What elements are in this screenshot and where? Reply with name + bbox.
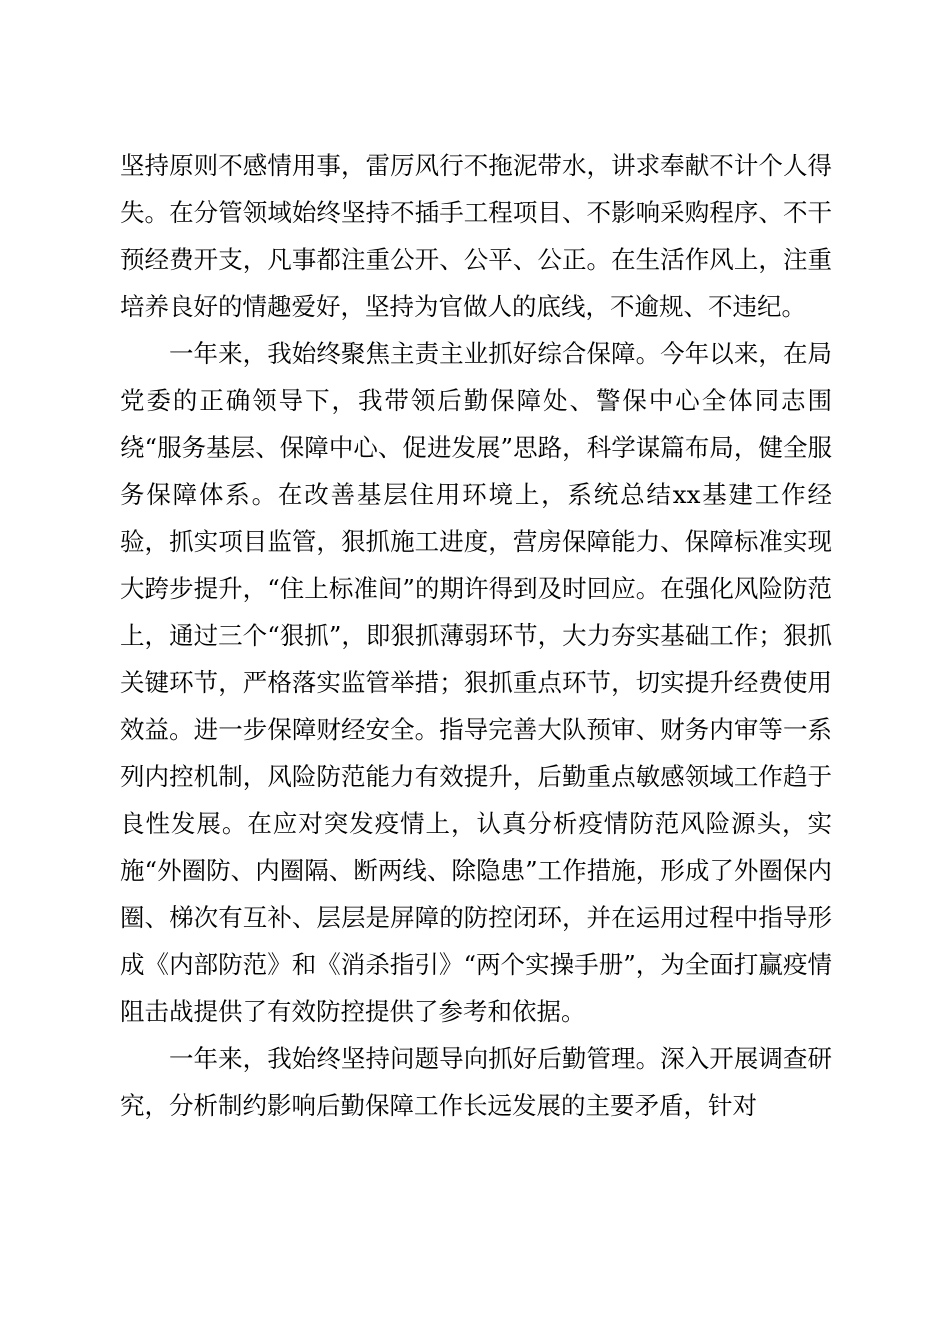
paragraph-2: 一年来，我始终聚焦主责主业抓好综合保障。今年以来，在局党委的正确领导下，我带领后勤保障处、警保中心全体同志围绕“服务基层、保障中心、促进发展”思路，科学谋篇布局，健全服务保障体系。在改善基层住用环境上，系统总结xx基建工作经验，抓实项目监管，狠抓施工进度，营房保障能力、保障标准实现大跨步提升，“住上标准间”的期许得到及时回应。在强化风险防范上，通过三个“狠抓”，即狠抓薄弱环节，大力夯实基础工作；狠抓关键环节，严格落实监管举措；狠抓重点环节，切实提升经费使用效益。进一步保障财经安全。指导完善大队预审、财务内审等一系列内控机制，风险防范能力有效提升，后勤重点敏感领域工作趋于良性发展。在应对突发疫情上，认真分析疫情防范风险源头，实施“外圈防、内圈隔、断两线、除隐患”工作措施，形成了外圈保内圈、梯次有互补、层层是屏障的防控闭环，并在运用过程中指导形成《内部防范》和《消杀指引》“两个实操手册”，为全面打赢疫情阻击战提供了有效防控提供了参考和依据。 — [120, 339, 832, 1026]
paragraph-3: 一年来，我始终坚持问题导向抓好后勤管理。深入开展调查研究，分析制约影响后勤保障工作长远发展的主要矛盾，针对 — [120, 1044, 832, 1120]
document-body — [120, 142, 832, 1129]
paragraph-1: 坚持原则不感情用事，雷厉风行不拖泥带水，讲求奉献不计个人得失。在分管领域始终坚持不插手工程项目、不影响采购程序、不干预经费开支，凡事都注重公开、公平、公正。在生活作风上，注重培养良好的情趣爱好，坚持为官做人的底线，不逾规、不违纪。 — [120, 151, 832, 321]
